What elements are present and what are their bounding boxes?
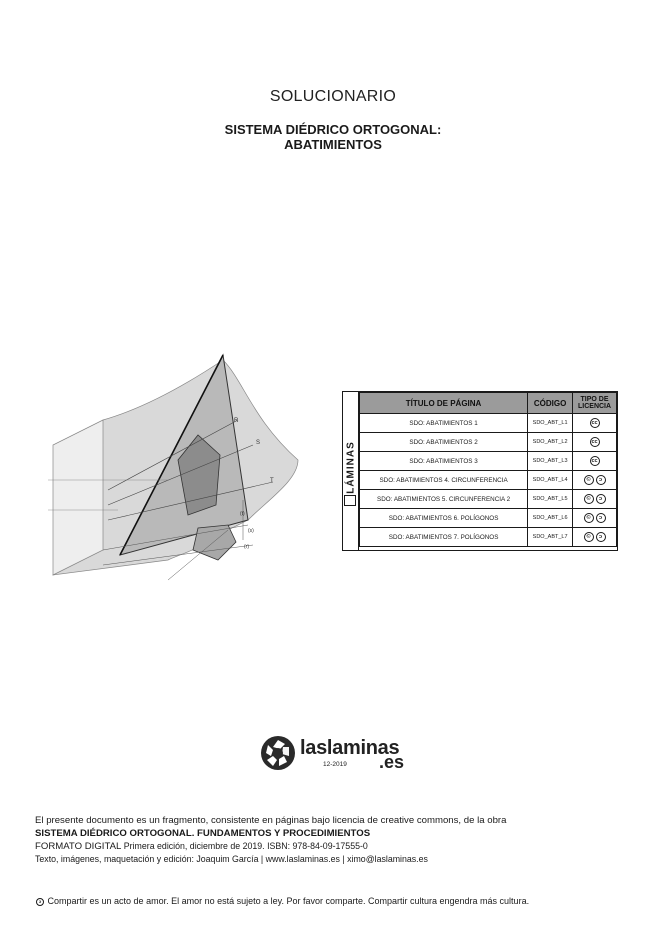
- table-row: [360, 528, 617, 547]
- footer-authors: Texto, imágenes, maquetación y edición: Joaquim García | www.laslaminas.es | ximo@laslaminas.es: [35, 854, 428, 864]
- col-code-header: CÓDIGO: [528, 393, 573, 414]
- copyleft-icon: ↄ: [596, 513, 606, 523]
- laslaminas-logo: [260, 735, 420, 771]
- label-t: T: [270, 478, 274, 484]
- side-label: LÁMINAS: [345, 441, 357, 494]
- share-note: [35, 896, 635, 906]
- copyleft-icon: ↄ: [596, 475, 606, 485]
- label-r: R: [234, 418, 239, 424]
- table-row: [360, 471, 617, 490]
- cc-license-icon: cc: [591, 458, 598, 464]
- sheet-license: [573, 471, 617, 490]
- side-checkbox: [344, 495, 356, 506]
- document-subtitle: [0, 122, 666, 152]
- footer-credits: [35, 814, 635, 866]
- sheet-license: [573, 490, 617, 509]
- table-row: [360, 414, 617, 433]
- subtitle-line-2: ABATIMIENTOS: [284, 137, 382, 152]
- aperture-icon: [260, 735, 296, 771]
- share-note-text: Compartir es un acto de amor. El amor no está sujeto a ley. Por favor comparte. Compartir cultura engendra más cultura.: [47, 896, 530, 906]
- sheet-title: SDO: ABATIMIENTOS 5. CIRCUNFERENCIA 2: [360, 490, 528, 509]
- sheet-code: SDO_ABT_L1: [528, 414, 573, 433]
- sheet-code: SDO_ABT_L5: [528, 490, 573, 509]
- copyright-icon: ©: [584, 494, 594, 504]
- table-row: [360, 509, 617, 528]
- sheet-license: [573, 414, 617, 433]
- sheet-code: SDO_ABT_L2: [528, 433, 573, 452]
- sheet-code: SDO_ABT_L7: [528, 528, 573, 547]
- sheet-license: [573, 433, 617, 452]
- table-row: [360, 452, 617, 471]
- label-s: S: [256, 440, 261, 446]
- footer-line-1: El presente documento es un fragmento, consistente en páginas bajo licencia de creative commons, de la obra: [35, 815, 507, 826]
- col-title-header: TÍTULO DE PÁGINA: [360, 393, 528, 414]
- sheet-code: SDO_ABT_L6: [528, 509, 573, 528]
- sheet-code: SDO_ABT_L3: [528, 452, 573, 471]
- sheet-title: SDO: ABATIMIENTOS 7. POLÍGONOS: [360, 528, 528, 547]
- copyleft-icon: ↄ: [596, 532, 606, 542]
- sheet-title: SDO: ABATIMIENTOS 4. CIRCUNFERENCIA: [360, 471, 528, 490]
- subtitle-line-1: SISTEMA DIÉDRICO ORTOGONAL:: [224, 122, 442, 137]
- copyright-icon: ©: [584, 532, 594, 542]
- footer-edition-details: Primera edición, diciembre de 2019. ISBN: 978-84-09-17555-0: [121, 841, 368, 851]
- sheet-license: [573, 528, 617, 547]
- copyright-icon: ©: [584, 513, 594, 523]
- sheet-title: SDO: ABATIMIENTOS 2: [360, 433, 528, 452]
- logo-date: 12-2019: [323, 761, 347, 768]
- footer-format: FORMATO DIGITAL: [35, 841, 122, 852]
- logo-tld: .es: [379, 752, 405, 772]
- copyleft-icon: ↄ: [596, 494, 606, 504]
- label-r-abatida: (r): [244, 544, 249, 550]
- sheet-title: SDO: ABATIMIENTOS 1: [360, 414, 528, 433]
- side-tab: [343, 392, 359, 550]
- sheet-code: SDO_ABT_L4: [528, 471, 573, 490]
- polygon-lower: [193, 525, 236, 560]
- sheet-license: [573, 509, 617, 528]
- sheet-title: SDO: ABATIMIENTOS 6. POLÍGONOS: [360, 509, 528, 528]
- label-t-abatida: (t): [240, 511, 245, 517]
- table-row: [360, 490, 617, 509]
- sheets-grid: [359, 392, 617, 547]
- page-title: SOLUCIONARIO: [269, 88, 397, 105]
- vertical-plane: [53, 420, 103, 575]
- sheet-license: [573, 452, 617, 471]
- cc-license-icon: cc: [591, 439, 598, 445]
- table-row: [360, 433, 617, 452]
- copyleft-icon: ↄ: [36, 898, 44, 906]
- sheets-table: [342, 391, 618, 551]
- cc-license-icon: cc: [591, 420, 598, 426]
- label-s-abatida: (s): [248, 528, 254, 534]
- header-row: [360, 393, 617, 414]
- sheet-title: SDO: ABATIMIENTOS 3: [360, 452, 528, 471]
- footer-edition: [35, 840, 635, 853]
- col-license-header: TIPO DE LICENCIA: [573, 393, 617, 414]
- footer-work-title: SISTEMA DIÉDRICO ORTOGONAL. FUNDAMENTOS Y PROCEDIMIENTOS: [35, 828, 371, 839]
- geometry-illustration: [48, 350, 308, 590]
- logo-wordmark: laslaminas: [300, 737, 400, 759]
- copyright-icon: ©: [584, 475, 594, 485]
